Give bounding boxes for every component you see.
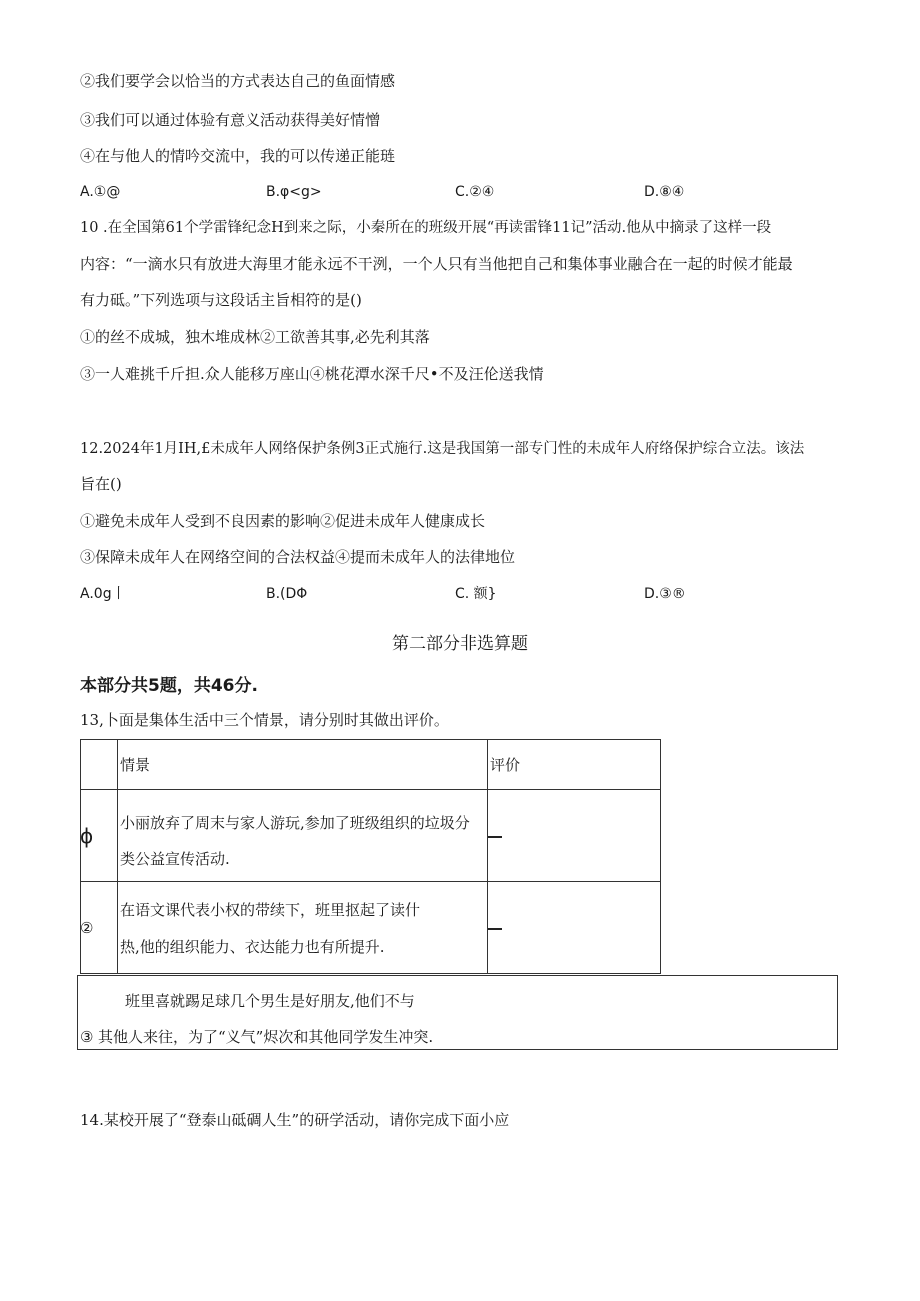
part2-title: 第二部分非选算题 (392, 634, 528, 654)
row-3-marker: ③ (80, 1028, 94, 1046)
q12-line-1: 12.2024年1月IH,£未成年人网络保护条例3正式施行.这是我国第一部专门性的未成年人府络保护综合立法。该法 (80, 441, 805, 457)
row-1-eval-blank[interactable] (488, 836, 502, 838)
q10-line-4: ①的丝不成城，独木堆成林②工欲善其事,必先利其落 (80, 328, 430, 346)
q9-statement-3: ③我们可以通过体验有意义活动获得美好情憎 (80, 111, 381, 129)
row-2-marker: ② (80, 919, 94, 937)
row-1-scene-line-2: 类公益宣传活动. (120, 850, 230, 868)
q12-option-a: A.0g丨 (80, 586, 126, 602)
row-3-scene-line-1: 班里喜就踢足球几个男生是好朋友,他们不与 (125, 992, 415, 1010)
row-1-marker: ϕ (80, 824, 94, 848)
q12-option-c: C. 额} (455, 586, 497, 602)
q13-row-3-box (77, 975, 838, 1050)
q12-line-3: ①避免未成年人受到不良因素的影响②促进未成年人健康成长 (80, 512, 486, 530)
q9-option-d: D.⑧④ (644, 184, 685, 200)
q12-line-4: ③保障未成年人在网络空间的合法权益④提而未成年人的法律地位 (80, 548, 516, 566)
q10-line-3: 有力砥。”下列选项与这段话主旨相符的是() (80, 291, 362, 309)
table-header-scene: 情景 (120, 756, 151, 774)
q12-option-b: B.(DΦ (266, 586, 308, 602)
q9-statement-2: ②我们要学会以恰当的方式表达自己的鱼面情感 (80, 72, 396, 90)
row-2-scene-line-1: 在语文课代表小权的带续下，班里抠起了读什 (120, 901, 421, 919)
q9-statement-4: ④在与他人的情吟交流中，我的可以传递正能琏 (80, 147, 396, 165)
q9-option-b: B.φ<g> (266, 184, 322, 200)
q12-line-2: 旨在() (80, 475, 122, 493)
row-2-scene-line-2: 热,他的组织能力、衣达能力也有所提升. (120, 938, 385, 956)
part2-subtitle: 本部分共5题，共46分. (80, 676, 258, 696)
row-1-scene-line-1: 小丽放弃了周末与家人游玩,参加了班级组织的垃圾分 (120, 814, 470, 832)
q13-intro: 13,卜面是集体生活中三个情景，请分别时其做出评价。 (80, 711, 449, 729)
q9-option-a: A.①@ (80, 184, 121, 200)
q10-line-5: ③一人难挑千斤担.众人能移万座山④桃花潭水深千尺•不及汪伦送我情 (80, 365, 544, 383)
q13-table (80, 739, 661, 974)
q10-line-1: 10 .在全国第61个学雷锋纪念H到来之际，小秦所在的班级开展“再读雷锋11记”活动.他从中摘录了这样一段 (80, 220, 772, 236)
table-header-eval: 评价 (490, 756, 521, 774)
row-2-eval-blank[interactable] (488, 928, 502, 930)
q14-line-1: 14.某校开展了“登泰山砥碉人生”的研学活动，请你完成下面小应 (80, 1111, 510, 1129)
row-3-scene-line-2: 其他人来往，为了“义气”烬次和其他同学发生冲突. (98, 1028, 434, 1046)
q10-line-2: 内容：“一滴水只有放进大海里才能永远不干洌，一个人只有当他把自己和集体事业融合在一起的时候才能最 (80, 255, 793, 273)
q9-option-c: C.②④ (455, 184, 495, 200)
q12-option-d: D.③® (644, 586, 686, 602)
